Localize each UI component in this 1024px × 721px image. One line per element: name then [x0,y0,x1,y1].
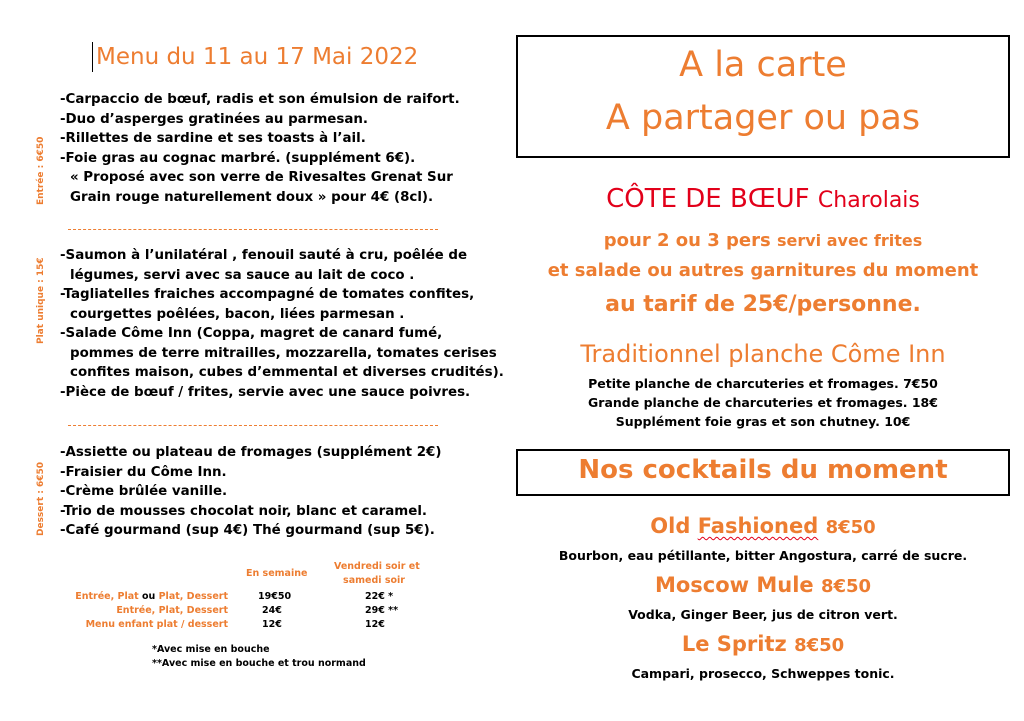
list-item: -Crème brûlée vanille. [60,484,228,499]
list-item: légumes, servi avec sa sauce au lait de coco . [70,267,415,283]
plat-label: Plat unique : 15€ [36,257,46,344]
list-item: confites maison, cubes d’emmental et diverses crudités). [70,365,504,380]
list-item: Supplément foie gras et son chutney. 10€ [615,414,911,429]
list-item: -Rillettes de sardine et ses toasts à l’ail. [60,131,366,146]
list-item: -Saumon à l’unilatéral , fenouil sauté à cru, poêlée de [60,248,468,263]
price-row-label: Menu enfant plat / dessert [85,619,228,630]
price-header-weekend-1: Vendredi soir et [334,561,420,572]
cote-line-3: au tarif de 25€/personne. [605,292,921,317]
cocktail-name: Old Fashioned 8€50 [650,514,876,538]
list-item: Petite planche de charcuteries et fromages. 7€50 [588,376,938,391]
cocktail-name: Moscow Mule 8€50 [654,573,872,597]
list-item: -Fraisier du Côme Inn. [60,464,227,480]
list-item: pommes de terre mitrailles, mozzarella, tomates cerises [70,345,497,361]
list-item: -Café gourmand (sup 4€) Thé gourmand (sup 5€). [60,523,435,538]
price-value: 12€ [365,619,385,630]
list-item: -Carpaccio de bœuf, radis et son émulsion de raifort. [60,92,460,107]
list-item: Grande planche de charcuteries et fromages. 18€ [588,395,938,410]
list-item: -Assiette ou plateau de fromages (supplément 2€) [60,445,442,460]
cote-line-1: pour 2 ou 3 pers servi avec frites [603,230,923,251]
list-item: -Salade Côme Inn (Coppa, magret de canard fumé, [60,326,443,341]
carte-subtitle: A partager ou pas [605,98,921,138]
price-value: 24€ [262,605,282,616]
cocktails-title: Nos cocktails du moment [578,455,948,485]
price-header-weekend-2: samedi soir [343,575,405,586]
cote-line-2: et salade ou autres garnitures du moment [547,260,979,281]
list-item: -Duo d’asperges gratinées au parmesan. [60,111,368,127]
entree-list [60,90,460,207]
dessert-label: Dessert : 6€50 [36,461,46,536]
list-item: -Tagliatelles fraiches accompagné de tomates confites, [60,287,475,302]
list-item: -Pièce de bœuf / frites, servie avec une sauce poivres. [60,384,471,400]
trad-list [516,374,1010,431]
list-item: courgettes poêlées, bacon, liées parmesan . [70,306,405,322]
cote-de-boeuf-title: CÔTE DE BŒUF Charolais [606,184,920,214]
divider [68,425,438,426]
trad-title: Traditionnel planche Côme Inn [580,340,946,368]
price-row-label: Entrée, Plat, Dessert [116,605,228,616]
divider [68,229,438,230]
dessert-list [60,443,442,541]
cocktail-desc: Vodka, Ginger Beer, jus de citron vert. [628,607,898,622]
price-note: *Avec mise en bouche [152,644,270,655]
list-item: « Proposé avec son verre de Rivesaltes Grenat Sur [70,170,453,185]
list-item: Grain rouge naturellement doux » pour 4€ (8cl). [70,189,434,205]
cocktail-name: Le Spritz 8€50 [681,632,845,656]
price-value: 22€ * [365,591,394,602]
price-header-week: En semaine [246,568,308,579]
menu-title: Menu du 11 au 17 Mai 2022 [96,44,419,70]
price-row-label: Entrée, Plat ou Plat, Dessert [75,591,228,602]
cocktail-desc: Campari, prosecco, Schweppes tonic. [631,666,895,681]
list-item: -Trio de mousses chocolat noir, blanc et caramel. [60,503,427,519]
price-value: 19€50 [258,591,292,602]
price-value: 29€ ** [365,605,399,616]
carte-title: A la carte [679,45,847,85]
list-item: -Foie gras au cognac marbré. (supplément 6€). [60,150,416,166]
cocktail-desc: Bourbon, eau pétillante, bitter Angostura, carré de sucre. [558,548,968,563]
price-note: **Avec mise en bouche et trou normand [152,658,366,669]
text-cursor [92,42,93,72]
plat-list [60,246,504,402]
entree-label: Entrée : 6€50 [36,136,46,205]
price-value: 12€ [262,619,282,630]
